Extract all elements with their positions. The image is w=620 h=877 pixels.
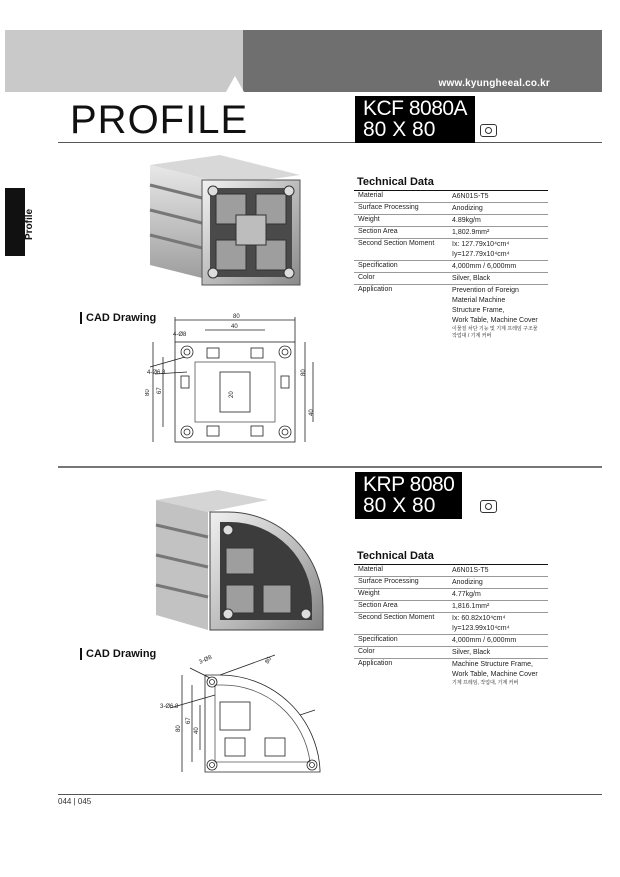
dim-right-inner: 40 xyxy=(309,409,315,416)
dim-width-inner: 40 xyxy=(231,324,238,330)
page-numbers: 044 | 045 xyxy=(58,797,92,806)
cad-drawing-kcf8080a xyxy=(145,312,320,452)
spec-row: Second Section Moment Ix: 60.82x10⁴cm⁴ Iy=123.99x10⁴cm⁴ xyxy=(354,613,548,635)
spec-row: Weight 4.77kg/m xyxy=(354,589,548,601)
spec-row: Weight 4.89kg/m xyxy=(354,215,548,227)
side-tab xyxy=(5,188,25,256)
spec-row: Color Silver, Black xyxy=(354,647,548,659)
cad-drawing-label: CAD Drawing xyxy=(80,312,156,324)
spec-row: Surface Processing Anodizing xyxy=(354,203,548,215)
spec-row: Material A6N01S-T5 xyxy=(354,565,548,577)
model-size: 80 X 80 xyxy=(363,494,436,517)
spec-row: Second Section Moment Ix: 127.79x10⁴cm⁴ Iy=127.79x10⁴cm⁴ xyxy=(354,239,548,261)
spec-row: Color Silver, Black xyxy=(354,273,548,285)
dim-height-inner: 40 xyxy=(194,727,200,734)
dim-height-outer: 80 xyxy=(176,725,182,732)
spec-row: Application Prevention of Foreign Material Machine Structure Frame, Work Table, Machine Cover 이물질 차단 기능 및 기계 프레임 구조물 작업대 / 기계 커버 xyxy=(358,286,538,339)
header-band-light xyxy=(5,30,245,92)
spec-row: Surface Processing Anodizing xyxy=(354,577,548,589)
product-render-krp8080 xyxy=(148,490,328,640)
tech-data-title: Technical Data xyxy=(354,550,548,565)
spec-row: Application Machine Structure Frame, Work Table, Machine Cover 기계 프레임, 작업대, 기계 커버 xyxy=(358,660,538,686)
spec-row: Specification 4,000mm / 6,000mm xyxy=(354,261,548,273)
header-notch xyxy=(226,76,244,92)
dim-hole-b: 4-Ø6.8 xyxy=(147,370,166,376)
profile-section-icon xyxy=(480,500,497,513)
profile-section-icon xyxy=(480,124,497,137)
dim-mid: 20 xyxy=(229,391,235,398)
spec-row: Specification 4,000mm / 6,000mm xyxy=(354,635,548,647)
cad-drawing-krp8080 xyxy=(160,650,325,775)
model-box-kcf8080a xyxy=(355,96,475,143)
product-render-kcf8080a xyxy=(140,155,315,295)
dim-right-outer: 80 xyxy=(301,369,307,376)
tech-data-krp8080 xyxy=(354,550,548,687)
tech-data-kcf8080a xyxy=(354,176,548,340)
dim-height-inner: 67 xyxy=(157,387,163,394)
cad-drawing-label: CAD Drawing xyxy=(80,648,156,660)
spec-row: Material A6N01S-T5 xyxy=(354,191,548,203)
side-label: Profile xyxy=(24,208,35,240)
website-url[interactable]: www.kyungheeal.co.kr xyxy=(438,78,550,89)
footer-rule xyxy=(58,794,602,795)
spec-row: Section Area 1,802.9mm² xyxy=(354,227,548,239)
dim-height-outer: 80 xyxy=(145,389,151,396)
dim-hole-a: 3-Ø8 xyxy=(198,654,213,666)
model-code: KRP 8080 xyxy=(363,473,455,496)
model-box-krp8080 xyxy=(355,472,462,519)
dim-height-mid: 67 xyxy=(186,717,192,724)
model-size: 80 X 80 xyxy=(363,118,436,141)
dim-width-outer: 80 xyxy=(233,314,240,320)
page-title: PROFILE xyxy=(70,98,249,142)
tech-data-title: Technical Data xyxy=(354,176,548,191)
dim-radius: 80 xyxy=(264,656,274,665)
dim-hole-b: 3-Ø6.8 xyxy=(160,704,179,710)
model-code: KCF 8080A xyxy=(363,97,468,120)
title-rule xyxy=(58,142,602,143)
spec-row: Section Area 1,816.1mm² xyxy=(354,601,548,613)
section-divider xyxy=(58,466,602,468)
dim-hole-a: 4-Ø8 xyxy=(173,332,187,338)
